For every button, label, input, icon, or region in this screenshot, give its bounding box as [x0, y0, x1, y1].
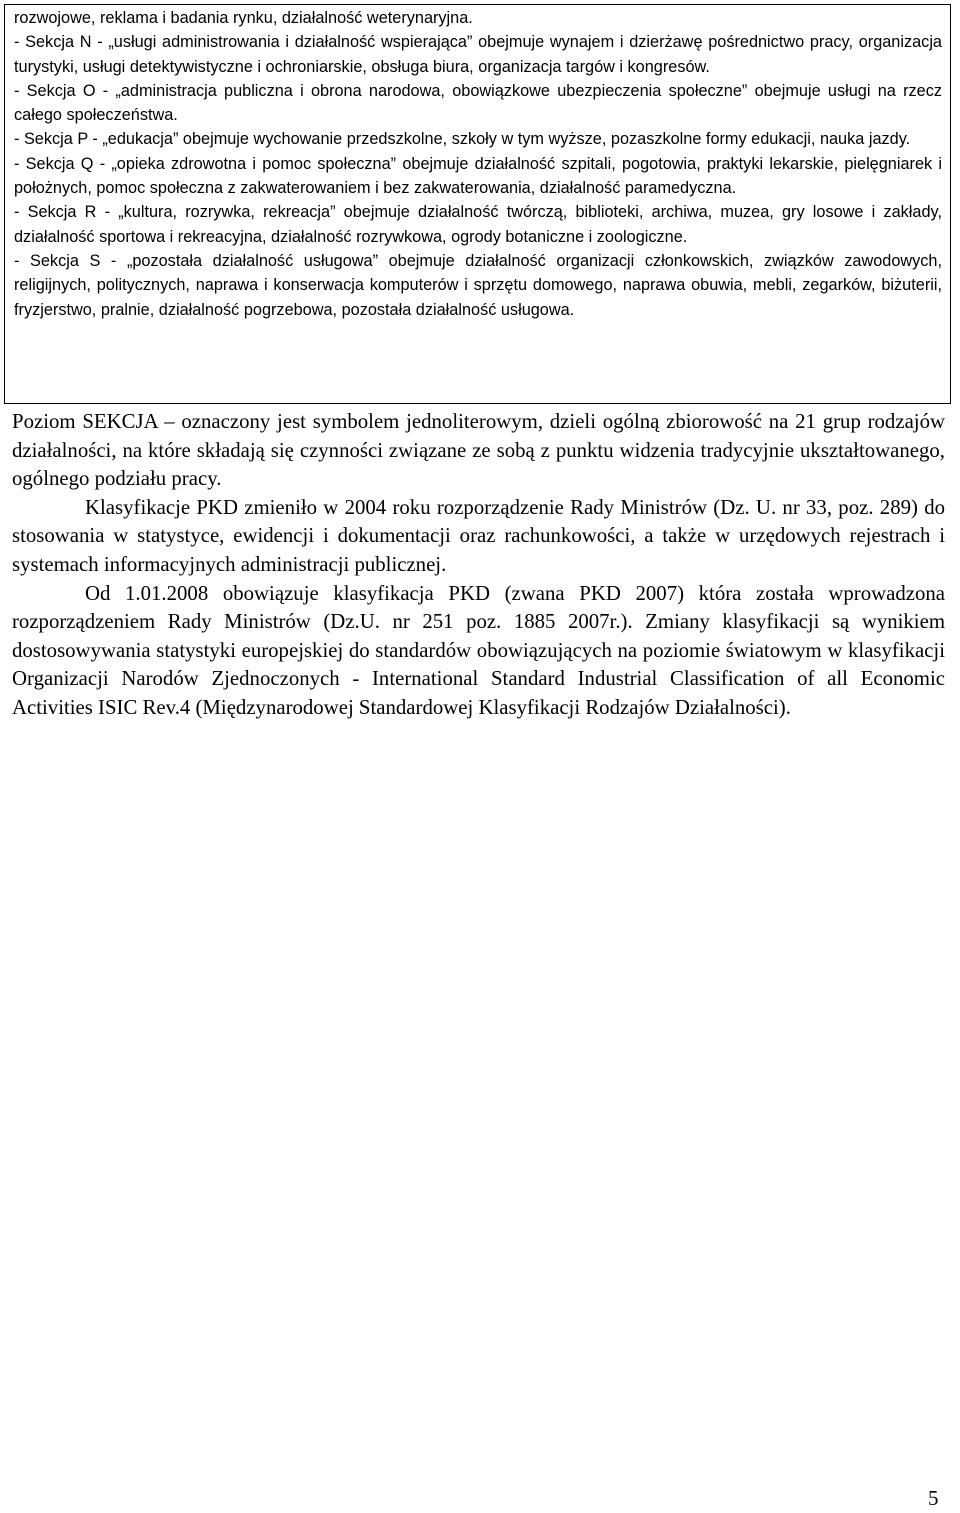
section-s-paragraph: - Sekcja S - „pozostała działalność usługowa” obejmuje działalność organizacji członkowskich, związków zawodowych, religijnych, politycznych, naprawa i konserwacja komputerów i sprzętu domowego, naprawa obuwia, mebli, zegarków, biżuterii, fryzjerstwo, pralnie, działalność pogrzebowa, pozostała działalność usługowa. [14, 251, 942, 319]
pkd-sections-box [4, 4, 951, 404]
body-text [12, 408, 945, 723]
page-number: 5 [928, 1486, 939, 1510]
pkd-2007-paragraph: Od 1.01.2008 obowiązuje klasyfikacja PKD (zwana PKD 2007) która została wprowadzona rozporządzeniem Rady Ministrów (Dz.U. nr 251 poz. 1885 2007r.). Zmiany klasyfikacji są wynikiem dostosowywania statystyki europejskiej do standardów obowiązujących na poziomie światowym w klasyfikacji Organizacji Narodów Zjednoczonych - International Standard Industrial Classification of all Economic Activities ISIC Rev.4 (Międzynarodowej Standardowej Klasyfikacji Rodzajów Działalności). [12, 581, 945, 719]
pkd-2004-paragraph: Klasyfikacje PKD zmieniło w 2004 roku rozporządzenie Rady Ministrów (Dz. U. nr 33, poz. 289) do stosowania w statystyce, ewidencji i dokumentacji oraz rachunkowości, a także w urzędowych rejestrach i systemach informacyjnych administracji publicznej. [12, 495, 945, 576]
sekcja-level-paragraph: Poziom SEKCJA – oznaczony jest symbolem jednoliterowym, dzieli ogólną zbiorowość na 21 grup rodzajów działalności, na które składają się czynności związane ze sobą z punktu widzenia tradycyjnie ukształtowanego, ogólnego podziału pracy. [12, 410, 945, 491]
section-n-paragraph: - Sekcja N - „usługi administrowania i działalność wspierająca” obejmuje wynajem i dzierżawę pośrednictwo pracy, organizacja turystyki, usługi detektywistyczne i ochroniarskie, obsługa biura, organizacja targów i kongresów. [14, 33, 942, 76]
section-q-paragraph: - Sekcja Q - „opieka zdrowotna i pomoc społeczna” obejmuje działalność szpitali, pogotowia, praktyki lekarskie, pielęgniarek i położnych, pomoc społeczna z zakwaterowaniem i bez zakwaterowania, działalność paramedyczna. [14, 154, 942, 198]
section-r-paragraph: - Sekcja R - „kultura, rozrywka, rekreacja” obejmuje działalność twórczą, biblioteki, archiwa, muzea, gry losowe i zakłady, działalność sportowa i rekreacyjna, działalność rozrywkowa, ogrody botaniczne i zoologiczne. [14, 203, 942, 246]
section-o-paragraph: - Sekcja O - „administracja publiczna i obrona narodowa, obowiązkowe ubezpieczenia społeczne” obejmuje usługi na rzecz całego społeczeństwa. [14, 81, 942, 125]
section-p-paragraph: - Sekcja P - „edukacja” obejmuje wychowanie przedszkolne, szkoły w tym wyższe, pozaszkolne formy edukacji, nauka jazdy. [14, 130, 911, 149]
box-paragraph-continuation: rozwojowe, reklama i badania rynku, działalność weterynaryjna. [14, 9, 473, 27]
